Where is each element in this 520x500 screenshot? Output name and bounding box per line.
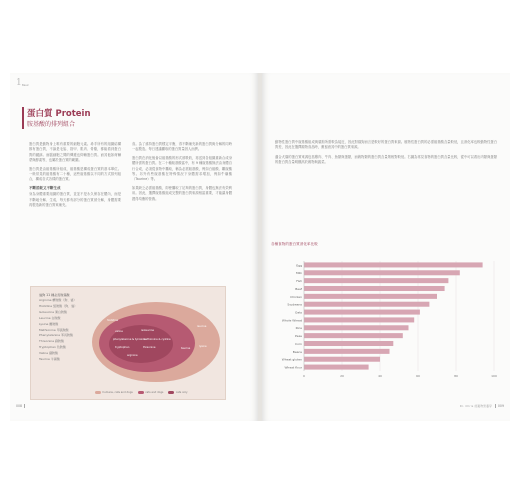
x-tick-label: 100 [491,374,497,378]
x-tick-label: 60 [416,374,420,378]
bar [304,357,380,362]
paragraph: 食。為了維持蛋白質穩定平衡，得不斷補充新的蛋白質與分解的同時一起製造。每日建議攝取的蛋白質量因人而異。 [132,142,232,152]
list-item: Threonine 蘇胺酸 [39,339,65,344]
bar [304,341,393,346]
ellipse-label: valine [115,330,123,333]
bar [304,365,369,370]
paragraph: 身為身體重要組織的蛋白質，並並不是永久保存在體內，而是不斷地分解、生成，每天都有部分的蛋白質被分解，身體需要再製造新的蛋白質來補充。 [29,192,121,208]
y-category-label: Peas [295,334,302,339]
ellipse-label: leucine [197,325,207,328]
paragraph: 蛋白質是動物身上唯有重要的細胞元素。尋手所有的組織結構都有蛋白質，不論是毛髮、指甲、肌肉、骨骼，都能看到蛋白質的蹤跡。而腦細胞之間的傳遞也仰賴蛋白質。而其他如荷爾蒙與酵素等，也屬於蛋白質的範圍。 [29,142,121,163]
list-item: Lysine 離胺酸 [39,321,59,326]
list-item: Arginine 精胺酸（狗、貓） [39,298,77,302]
y-category-label: Egg [296,263,302,268]
x-tick-label: 0 [303,374,305,378]
y-category-label: Whole Wheat [281,318,302,323]
ellipse-label: threonine [143,346,156,349]
ellipse-label: histidine [107,319,119,322]
list-item: Isoleucine 異白胺酸 [39,309,68,314]
page-number-left: 008 [16,404,23,408]
section-heading: 不斷消耗又不斷生成 [29,185,61,190]
x-tick-label: 20 [340,374,344,378]
y-category-label: Beans [292,349,302,354]
bar [304,294,437,299]
paragraph: 蛋白質是由胺基酸所組成，胺基酸是構成蛋白質的基本單位。一般常見的胺基酸有二十種，這些胺基酸以不同的方式排列組合，構成各式各樣的蛋白質。 [29,166,121,182]
right-page [262,73,510,421]
bar [304,310,420,315]
y-category-label: Beef [295,286,302,291]
ellipse-label: phenylalanine & tyrosine [113,338,146,341]
ellipse-label: lysine [199,345,207,348]
y-category-label: Oats [295,310,302,315]
y-category-label: Corn [294,341,302,346]
bar [304,286,445,291]
legend-swatch [138,391,144,394]
x-tick-label: 40 [378,374,382,378]
paragraph: 蛋白質在消化後會以胺基酸的形式被吸收，再送到各組織重新合成身體所需的蛋白質。在二十種胺基酸當中，有 9 種胺基酸無法由身體自行合成，必須從食物中攝取，稱為必需胺基酸，例如白胺酸、離胺酸等。另外有些胺基酸在特殊情況下身體需求增加，例如牛磺酸（Taurine）等。 [132,155,232,182]
page-subtitle: 胺基酸的排列組合 [27,121,76,128]
diagram-legend [95,391,188,394]
list-item: Valine 纈胺酸 [39,351,59,356]
bar [304,278,448,283]
list-item: Tryptophan 色胺酸 [39,345,66,350]
page-number-right: 009 [497,404,504,408]
ellipse-label: taurine [181,347,191,350]
bar [304,270,460,275]
y-category-label: Wheat gluten [281,357,302,362]
x-tick-label: 80 [454,374,458,378]
y-category-label: Soybeans [287,302,302,307]
list-item: Histidine 組胺酸（狗、貓） [39,303,78,308]
list-item: Methionine 甲硫胺酸 [39,327,69,332]
left-column-b [132,142,232,205]
list-item: Phenylalanine 苯丙胺酸 [39,333,74,338]
ellipse-label: methionine & cystine [143,338,171,341]
y-category-label: Fish [296,279,302,284]
legend-swatch [95,391,101,394]
y-category-label: Chicken [290,294,302,299]
diagram-title: 貓狗 11 種必需胺基酸 [39,293,70,297]
legend-item: cats only [168,391,187,394]
title-accent-bar [22,107,24,129]
bar [304,262,483,267]
paragraph: 動物性蛋白質中胺基酸組成與貓狗所需較為接近，因此對貓狗而言是較好的蛋白質來源。植物性蛋白質的必需胺基酸含量較低，且消化率也較動物性蛋白質差，因此在選擇寵物食品時，應留意其中的蛋白質來源。 [275,140,497,150]
legend-swatch [168,391,174,394]
ellipse-label: isoleucine [141,329,155,332]
bar [304,333,403,338]
y-category-label: Rice [295,326,302,331]
right-column [275,140,497,170]
bar [304,302,429,307]
legend-item: humans, cats and dogs [95,391,133,394]
paragraph: 如果缺乏必需胺基酸，即使攝取了足夠的蛋白質，身體也無法有效利用。因此，選擇胺基酸組成完整的蛋白質來源相當重要，才能讓身體獲得均衡的營養。 [132,185,232,201]
running-foot: Dr. Chris 的寵物營養學 [459,405,492,408]
left-column-a [29,142,121,211]
bar [304,325,409,330]
amino-acid-diagram [30,286,226,400]
book-spread [10,73,510,421]
ellipse-label: arginine [127,354,138,357]
running-head: Basic [22,84,29,87]
y-category-label: Milk [296,271,302,276]
page-title: 蛋白質 Protein [27,109,91,119]
chart-caption: 各種食物的蛋白質消化率比較 [271,242,318,246]
legend-item: cats and dogs [138,391,164,394]
ellipse-label: tryptophan [115,346,130,349]
bar [304,317,414,322]
list-item: Leucine 白胺酸 [39,315,61,320]
paragraph: 適合犬貓的蛋白質來源包括雞肉、牛肉、魚類與蛋類，而穀物類的蛋白質含量則相對較低。右圖為常見食物的蛋白質含量比較，從中可以看出肉類與蛋類的蛋白質含量明顯高於穀物與蔬菜。 [275,154,497,165]
left-page [10,73,258,421]
venn-ellipses [31,287,227,401]
list-item: Taurine 牛磺酸 [39,357,60,362]
bar [304,349,390,354]
protein-bar-chart [270,257,502,385]
chapter-number: 1 [16,78,22,88]
y-category-label: Wheat flour [284,365,302,370]
